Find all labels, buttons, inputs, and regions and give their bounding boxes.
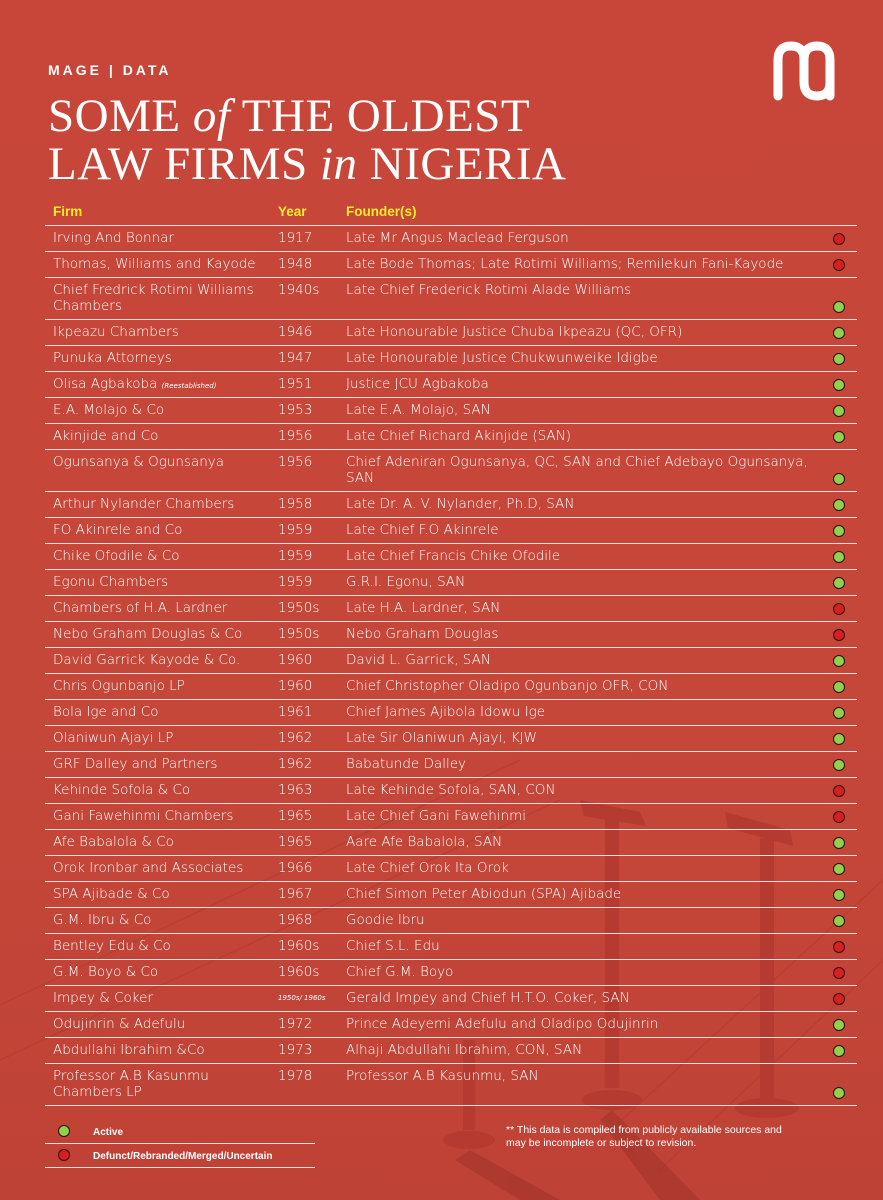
firm-name: Impey & Coker [53,990,153,1006]
year-founded: 1947 [278,350,313,366]
year-founded: 1917 [278,230,313,246]
firm-name: G.M. Boyo & Co [53,964,159,980]
header-year: Year [278,204,307,219]
table-row [45,622,857,648]
table-row [45,596,857,622]
firm-name: David Garrick Kayode & Co. [53,652,241,668]
active-status-icon [833,889,845,901]
active-status-icon [833,499,845,511]
year-founded: 1960 [278,678,313,694]
table-row [45,726,857,752]
year-founded: 1972 [278,1016,313,1032]
year-founded: 1965 [278,834,313,850]
firm-name: Kehinde Sofola & Co [53,782,191,798]
defunct-status-icon [833,233,845,245]
page-title: SOME of THE OLDEST LAW FIRMS in NIGERIA [48,90,567,190]
table-row [45,1038,857,1064]
defunct-status-icon [833,967,845,979]
table-row [45,804,857,830]
defunct-status-icon [833,811,845,823]
year-founded: 1962 [278,756,313,772]
table-row [45,372,857,398]
firm-name: Arthur Nylander Chambers [53,496,235,512]
law-firms-table [45,198,857,1106]
founders: Babatunde Dalley [346,756,466,772]
founders: David L. Garrick, SAN [346,652,491,668]
year-founded: 1950s [278,600,320,616]
founders: Alhaji Abdullahi Ibrahim, CON, SAN [346,1042,583,1058]
defunct-status-icon [833,941,845,953]
founders: Late Honourable Justice Chukwunweike Idigbe [346,350,658,366]
active-status-icon [833,431,845,443]
legend-defunct: Defunct/Rebranded/Merged/Uncertain [45,1144,315,1168]
legend-active: Active [45,1120,315,1144]
founders: Prince Adeyemi Adefulu and Oladipo Odujinrin [346,1016,659,1032]
table-row [45,882,857,908]
year-founded: 1959 [278,548,313,564]
founders: Chief Adeniran Ogunsanya, QC, SAN and Chief Adebayo Ogunsanya, SAN [346,454,808,486]
table-row [45,278,857,320]
founders: Late Chief Gani Fawehinmi [346,808,527,824]
firm-name: Egonu Chambers [53,574,169,590]
table-row [45,934,857,960]
founders: Late Sir Olaniwun Ajayi, KJW [346,730,538,746]
year-founded: 1940s [278,282,320,298]
defunct-status-icon [833,785,845,797]
active-status-icon [833,837,845,849]
firm-name: Chambers of H.A. Lardner [53,600,228,616]
founders: Late H.A. Lardner, SAN [346,600,501,616]
founders: Chief S.L. Edu [346,938,440,954]
founders: Late Chief Richard Akinjide (SAN) [346,428,572,444]
firm-name: Chris Ogunbanjo LP [53,678,185,694]
table-row [45,752,857,778]
year-founded: 1960 [278,652,313,668]
table-row [45,830,857,856]
firm-name: SPA Ajibade & Co [53,886,170,902]
year-founded: 1965 [278,808,313,824]
firm-name: Bentley Edu & Co [53,938,171,954]
active-status-icon [833,327,845,339]
year-founded: 1946 [278,324,313,340]
year-founded: 1951 [278,376,313,392]
active-status-icon [833,733,845,745]
year-founded: 1956 [278,454,313,470]
active-status-icon [833,1045,845,1057]
table-row [45,252,857,278]
firm-tag: (Reestablished) [161,382,217,390]
year-founded: 1978 [278,1068,313,1084]
firm-name: Chike Ofodile & Co [53,548,180,564]
founders: Late Chief Orok Ita Orok [346,860,509,876]
year-founded: 1960s [278,938,320,954]
founders: Chief Christopher Oladipo Ogunbanjo OFR, CON [346,678,669,694]
firm-name: Olaniwun Ajayi LP [53,730,174,746]
active-status-icon [833,301,845,313]
defunct-status-icon [833,993,845,1005]
founders: Late Honourable Justice Chuba Ikpeazu (QC, OFR) [346,324,683,340]
table-row [45,450,857,492]
active-status-icon [833,681,845,693]
table-row [45,700,857,726]
founders: Nebo Graham Douglas [346,626,499,642]
header-founder: Founder(s) [346,204,417,219]
defunct-status-icon [833,259,845,271]
legend [45,1120,315,1168]
table-row [45,778,857,804]
year-founded: 1948 [278,256,313,272]
founders: Chief James Ajibola Idowu Ige [346,704,546,720]
defunct-status-icon [58,1149,70,1161]
active-status-icon [833,915,845,927]
firm-name: Bola Ige and Co [53,704,159,720]
table-row [45,1012,857,1038]
firm-name: Orok Ironbar and Associates [53,860,244,876]
active-status-icon [833,1019,845,1031]
firm-name: Akinjide and Co [53,428,159,444]
table-row [45,986,857,1012]
active-status-icon [833,1087,845,1099]
active-status-icon [833,379,845,391]
active-status-icon [833,863,845,875]
firm-name: Nebo Graham Douglas & Co [53,626,243,642]
brand-label: MAGE | DATA [48,62,172,78]
year-founded: 1968 [278,912,313,928]
year-founded: 1973 [278,1042,313,1058]
year-founded: 1962 [278,730,313,746]
firm-name: G.M. Ibru & Co [53,912,152,928]
year-founded: 1950s/ 1960s [278,994,326,1002]
founders: Late Dr. A. V. Nylander, Ph.D, SAN [346,496,575,512]
founders: Professor A.B Kasunmu, SAN [346,1068,539,1084]
firm-name: Irving And Bonnar [53,230,174,246]
active-status-icon [833,551,845,563]
firm-name: Ogunsanya & Ogunsanya [53,454,225,470]
firm-name: Abdullahi Ibrahim &Co [53,1042,205,1058]
year-founded: 1966 [278,860,313,876]
table-body [45,226,857,1106]
active-status-icon [833,655,845,667]
table-row [45,320,857,346]
firm-name: Ikpeazu Chambers [53,324,179,340]
table-row [45,544,857,570]
founders: Late Chief Francis Chike Ofodile [346,548,561,564]
founders: Late Bode Thomas; Late Rotimi Williams; Remilekun Fani-Kayode [346,256,784,272]
year-founded: 1956 [278,428,313,444]
founders: Gerald Impey and Chief H.T.O. Coker, SAN [346,990,630,1006]
firm-name: E.A. Molajo & Co [53,402,165,418]
active-status-icon [833,577,845,589]
founders: Chief G.M. Boyo [346,964,454,980]
firm-name: Odujinrin & Adefulu [53,1016,186,1032]
firm-name: Gani Fawehinmi Chambers [53,808,234,824]
founders: G.R.I. Egonu, SAN [346,574,466,590]
firm-name: Punuka Attorneys [53,350,172,366]
year-founded: 1960s [278,964,320,980]
active-status-icon [833,353,845,365]
year-founded: 1967 [278,886,313,902]
year-founded: 1953 [278,402,313,418]
firm-name: GRF Dalley and Partners [53,756,218,772]
table-row [45,908,857,934]
firm-name: FO Akinrele and Co [53,522,183,538]
table-row [45,648,857,674]
year-founded: 1950s [278,626,320,642]
table-row [45,492,857,518]
founders: Late Chief F.O Akinrele [346,522,499,538]
table-row [45,226,857,252]
table-row [45,674,857,700]
footnote: ** This data is compiled from publicly available sources and may be incomplete or subject to revision. [506,1124,782,1149]
firm-name: Professor A.B Kasunmu Chambers LP [53,1068,209,1100]
founders: Chief Simon Peter Abiodun (SPA) Ajibade [346,886,622,902]
table-row [45,518,857,544]
header-firm: Firm [53,204,83,219]
defunct-status-icon [833,603,845,615]
table-row [45,1064,857,1106]
year-founded: 1961 [278,704,313,720]
firm-name: Afe Babalola & Co [53,834,174,850]
table-row [45,570,857,596]
table-row [45,424,857,450]
active-status-icon [58,1125,70,1137]
founders: Late Mr Angus Maclead Ferguson [346,230,569,246]
table-row [45,346,857,372]
table-header [45,198,857,226]
year-founded: 1963 [278,782,313,798]
active-status-icon [833,473,845,485]
table-row [45,856,857,882]
founders: Goodie Ibru [346,912,425,928]
table-row [45,960,857,986]
active-status-icon [833,707,845,719]
table-row [45,398,857,424]
founders: Aare Afe Babalola, SAN [346,834,503,850]
defunct-status-icon [833,629,845,641]
founders: Late E.A. Molajo, SAN [346,402,491,418]
firm-name: Olisa Agbakoba (Reestablished) [53,376,217,392]
year-founded: 1958 [278,496,313,512]
year-founded: 1959 [278,522,313,538]
firm-name: Chief Fredrick Rotimi Williams Chambers [53,282,254,314]
active-status-icon [833,759,845,771]
mage-logo-icon [772,40,844,102]
founders: Late Chief Frederick Rotimi Alade Williams [346,282,632,298]
active-status-icon [833,525,845,537]
founders: Justice JCU Agbakoba [346,376,489,392]
year-founded: 1959 [278,574,313,590]
active-status-icon [833,405,845,417]
firm-name: Thomas, Williams and Kayode [53,256,256,272]
founders: Late Kehinde Sofola, SAN, CON [346,782,556,798]
